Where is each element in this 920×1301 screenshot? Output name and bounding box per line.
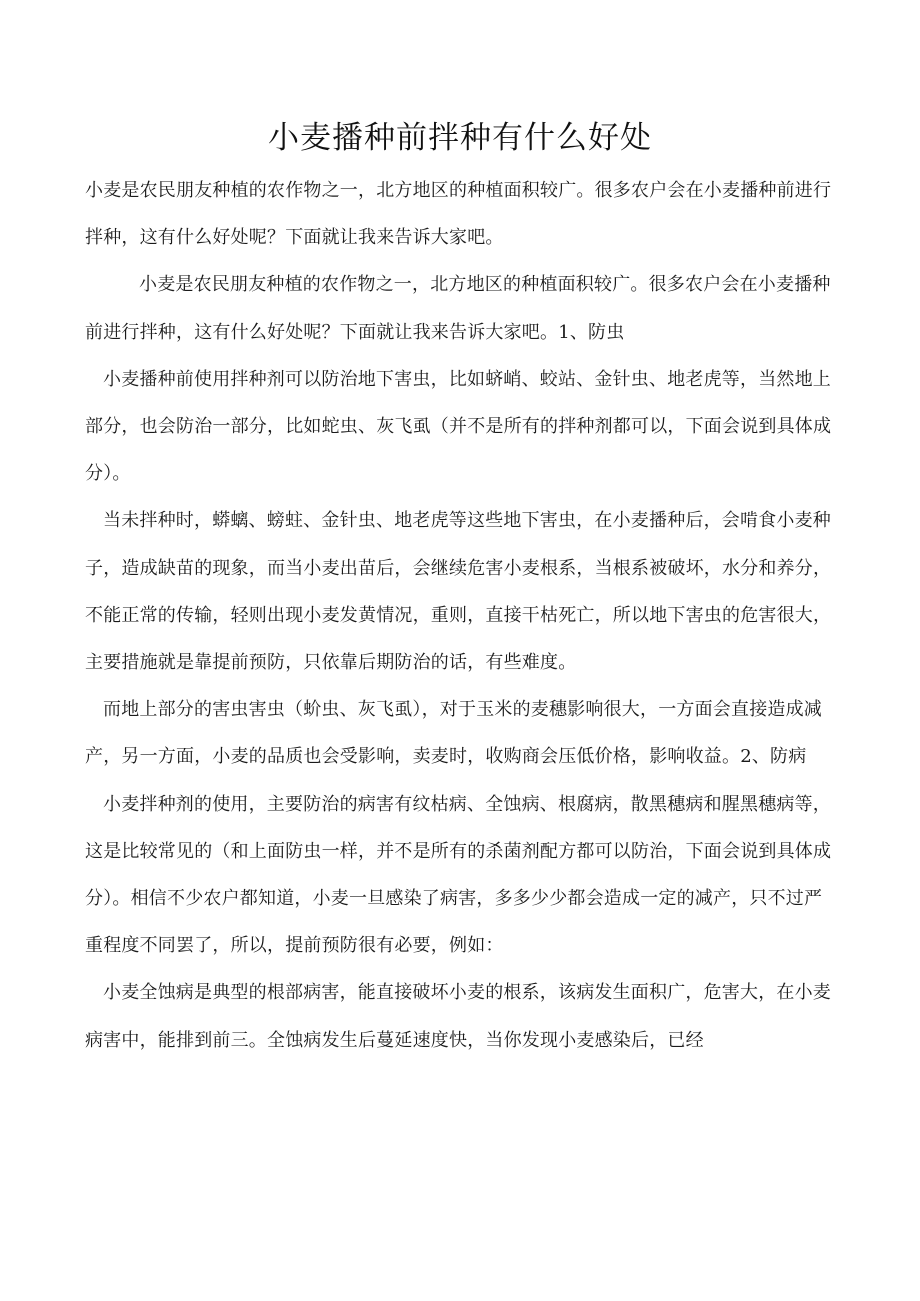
paragraph-disease-control: 小麦拌种剂的使用，主要防治的病害有纹枯病、全蚀病、根腐病，散黑穗病和腥黑穗病等，这是比较常见的（和上面防虫一样，并不是所有的杀菌剂配方都可以防治，下面会说到具体成分）。相信不少农户都知道，小麦一旦感染了病害，多多少少都会造成一定的减产，只不过严重程度不同罢了，所以，提前预防很有必要，例如： xyxy=(85,793,832,957)
document-body xyxy=(85,167,837,1064)
paragraph-underground-pests: 当未拌种时，蟒螭、螃蛀、金针虫、地老虎等这些地下害虫，在小麦播种后，会啃食小麦种子，造成缺苗的现象，而当小麦出苗后，会继续危害小麦根系，当根系被破坏，水分和养分，不能正常的传输，轻则出现小麦发黄情况，重则，直接干枯死亡，所以地下害虫的危害很大，主要措施就是靠提前预防，只依靠后期防治的话，有些难度。 xyxy=(85,510,832,674)
document-title: 小麦播种前拌种有什么好处 xyxy=(268,120,652,156)
paragraph-take-all-disease: 小麦全蚀病是典型的根部病害，能直接破坏小麦的根系，该病发生面积广，危害大，在小麦病害中，能排到前三。全蚀病发生后蔓延速度快，当你发现小麦感染后，已经 xyxy=(85,982,831,1051)
paragraph-intro: 小麦是农民朋友种植的农作物之一，北方地区的种植面积较广。很多农户会在小麦播种前进行拌种，这有什么好处呢？下面就让我来告诉大家吧。 xyxy=(85,180,832,249)
paragraph-intro-repeat: 小麦是农民朋友种植的农作物之一，北方地区的种植面积较广。很多农户会在小麦播种前进行拌种，这有什么好处呢？下面就让我来告诉大家吧。1、防虫 xyxy=(85,274,831,343)
paragraph-aboveground-pests: 而地上部分的害虫害虫（蚧虫、灰飞虱），对于玉米的麦穗影响很大，一方面会直接造成减产，另一方面，小麦的品质也会受影响，卖麦时，收购商会压低价格，影响收益。2、防病 xyxy=(85,699,822,768)
paragraph-pest-control: 小麦播种前使用拌种剂可以防治地下害虫，比如蛴峭、蛟站、金针虫、地老虎等，当然地上部分，也会防治一部分，比如蛇虫、灰飞虱（并不是所有的拌种剂都可以，下面会说到具体成分）。 xyxy=(85,368,832,485)
